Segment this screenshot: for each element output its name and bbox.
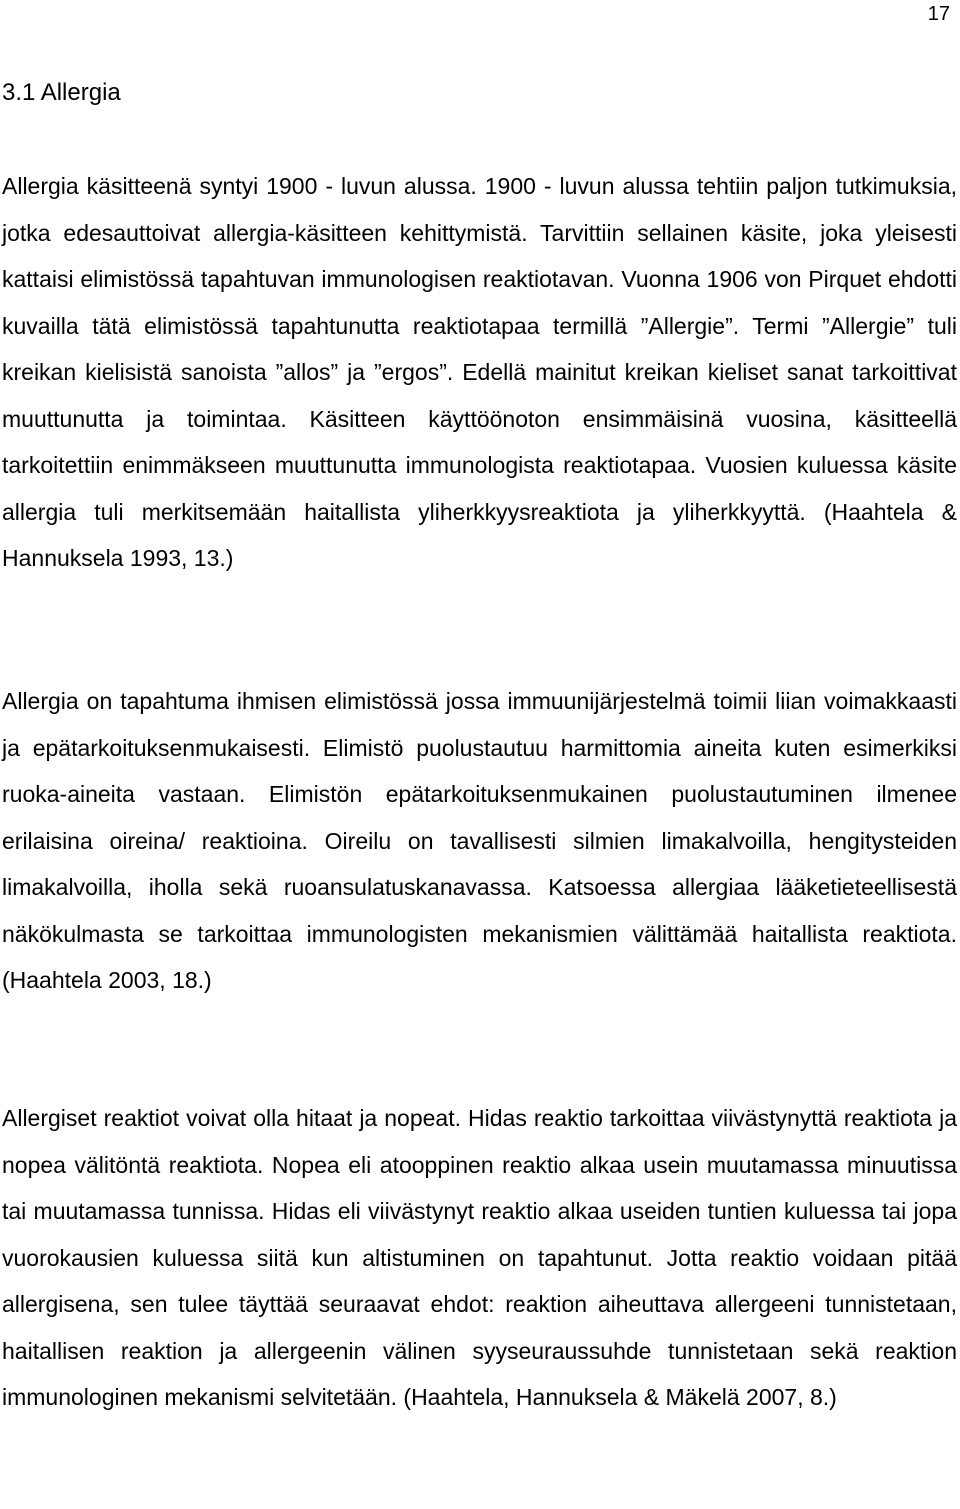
paragraph-allergic-reactions: Allergiset reaktiot voivat olla hitaat ja nopeat. Hidas reaktio tarkoittaa viivästynyttä reaktiota ja nopea välitöntä reaktiota. Nopea eli atooppinen reaktio alkaa usein muutamassa minuutissa tai muutamassa tunnissa. Hidas eli viivästynyt reaktio alkaa useiden tuntien kuluessa tai jopa vuorokausien kuluessa siitä kun altistuminen on tapahtunut. Jotta reaktio voidaan pitää allergisena, sen tulee täyttää seuraavat ehdot: reaktion aiheuttava allergeeni tunnistetaan, haitallisen reaktion ja allergeenin välinen syyseuraussuhde tunnistetaan sekä reaktion immunologinen mekanismi selvitetään. (Haahtela, Hannuksela & Mäkelä 2007, 8.) xyxy=(2,1105,957,1410)
section-heading: 3.1 Allergia xyxy=(2,79,121,106)
page-number: 17 xyxy=(927,3,950,25)
paragraph-allergy-history: Allergia käsitteenä syntyi 1900 - luvun alussa. 1900 - luvun alussa tehtiin paljon tutkimuksia, jotka edesauttoivat allergia-käsitteen kehittymistä. Tarvittiin sellainen käsite, joka yleisesti kattaisi elimistössä tapahtuvan immunologisen reaktiotavan. Vuonna 1906 von Pirquet ehdotti kuvailla tätä elimistössä tapahtunutta reaktiotapaa termillä ”Allergie”. Termi ”Allergie” tuli kreikan kielisistä sanoista ”allos” ja ”ergos”. Edellä mainitut kreikan kieliset sanat tarkoittivat muuttunutta ja toimintaa. Käsitteen käyttöönoton ensimmäisinä vuosina, käsitteellä tarkoitettiin enimmäkseen muuttunutta immunologista reaktiotapaa. Vuosien kuluessa käsite allergia tuli merkitsemään haitallista yliherkkyysreaktiota ja yliherkkyyttä. (Haahtela & Hannuksela 1993, 13.) xyxy=(2,173,957,571)
paragraph-allergy-definition: Allergia on tapahtuma ihmisen elimistössä jossa immuunijärjestelmä toimii liian voimakkaasti ja epätarkoituksenmukaisesti. Elimistö puolustautuu harmittomia aineita kuten esimerkiksi ruoka-aineita vastaan. Elimistön epätarkoituksenmukainen puolustautuminen ilmenee erilaisina oireina/ reaktioina. Oireilu on tavallisesti silmien limakalvoilla, hengitysteiden limakalvoilla, iholla sekä ruoansulatuskanavassa. Katsoessa allergiaa lääketieteellisestä näkökulmasta se tarkoittaa immunologisten mekanismien välittämää haitallista reaktiota. (Haahtela 2003, 18.) xyxy=(2,688,957,993)
